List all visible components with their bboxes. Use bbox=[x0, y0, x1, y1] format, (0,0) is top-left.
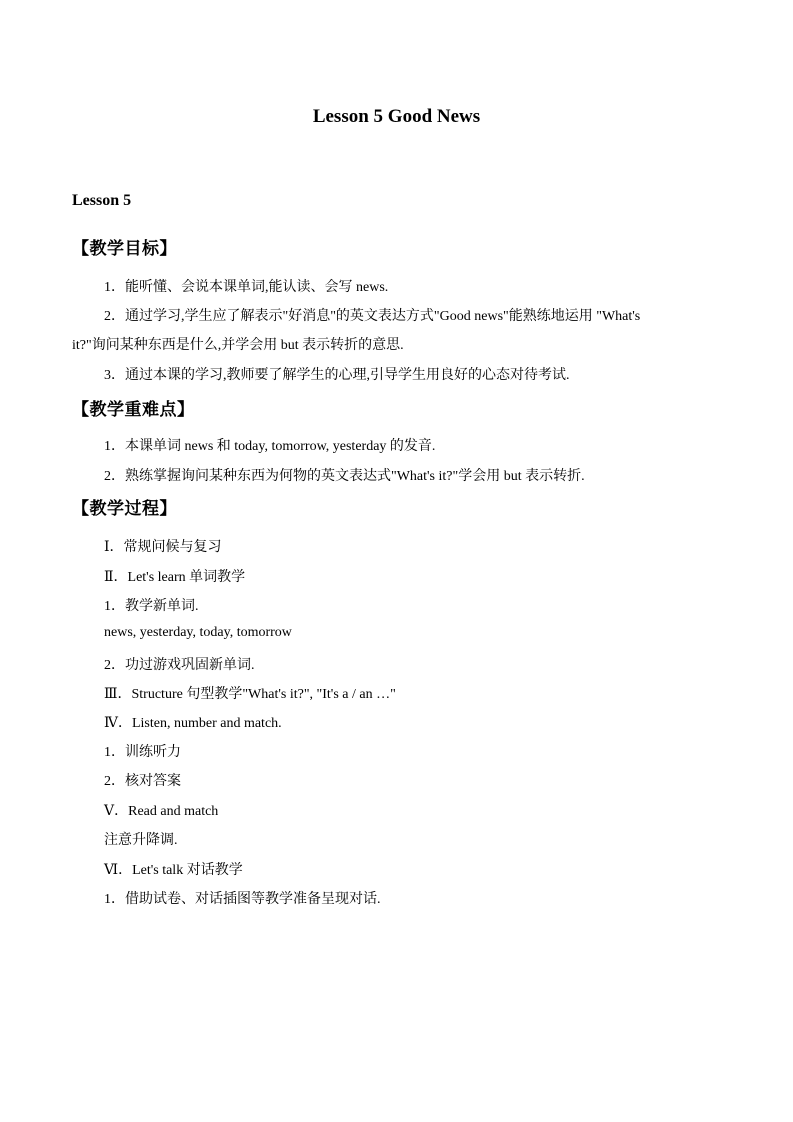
process-step: Ⅰ．常规问候与复习 bbox=[104, 540, 222, 555]
section-heading-process: 【教学过程】 bbox=[72, 499, 177, 518]
process-substep: 1．借助试卷、对话插图等教学准备呈现对话. bbox=[104, 892, 381, 907]
objective-item-continued: it?"询问某种东西是什么,并学会用 but 表示转折的意思. bbox=[72, 338, 404, 353]
process-substep: 2．核对答案 bbox=[104, 774, 181, 789]
process-note: 注意升降调. bbox=[104, 833, 178, 848]
process-substep: 1．教学新单词. bbox=[104, 599, 199, 614]
section-heading-objectives: 【教学目标】 bbox=[72, 239, 177, 258]
objective-item: 3．通过本课的学习,教师要了解学生的心理,引导学生用良好的心态对待考试. bbox=[104, 368, 570, 383]
objective-item: 1．能听懂、会说本课单词,能认读、会写 news. bbox=[104, 280, 389, 295]
key-point-item: 1．本课单词 news 和 today, tomorrow, yesterday 的发音. bbox=[104, 439, 436, 454]
lesson-subtitle: Lesson 5 bbox=[72, 192, 132, 209]
process-step: Ⅱ．Let's learn 单词教学 bbox=[104, 570, 246, 585]
process-step: Ⅴ．Read and match bbox=[104, 804, 219, 819]
process-step: Ⅳ．Listen, number and match. bbox=[104, 716, 282, 731]
document-title: Lesson 5 Good News bbox=[312, 106, 481, 127]
process-vocab-list: news, yesterday, today, tomorrow bbox=[104, 625, 292, 640]
process-step: Ⅲ．Structure 句型教学"What's it?", "It's a / an …" bbox=[104, 687, 396, 702]
process-substep: 2．功过游戏巩固新单词. bbox=[104, 658, 255, 673]
section-heading-key-points: 【教学重难点】 bbox=[72, 400, 195, 419]
process-substep: 1．训练听力 bbox=[104, 745, 181, 760]
objective-item: 2．通过学习,学生应了解表示"好消息"的英文表达方式"Good news"能熟练地运用 "What's bbox=[104, 309, 641, 324]
key-point-item: 2．熟练掌握询问某种东西为何物的英文表达式"What's it?"学会用 but 表示转折. bbox=[104, 469, 585, 484]
process-step: Ⅵ．Let's talk 对话教学 bbox=[104, 863, 243, 878]
